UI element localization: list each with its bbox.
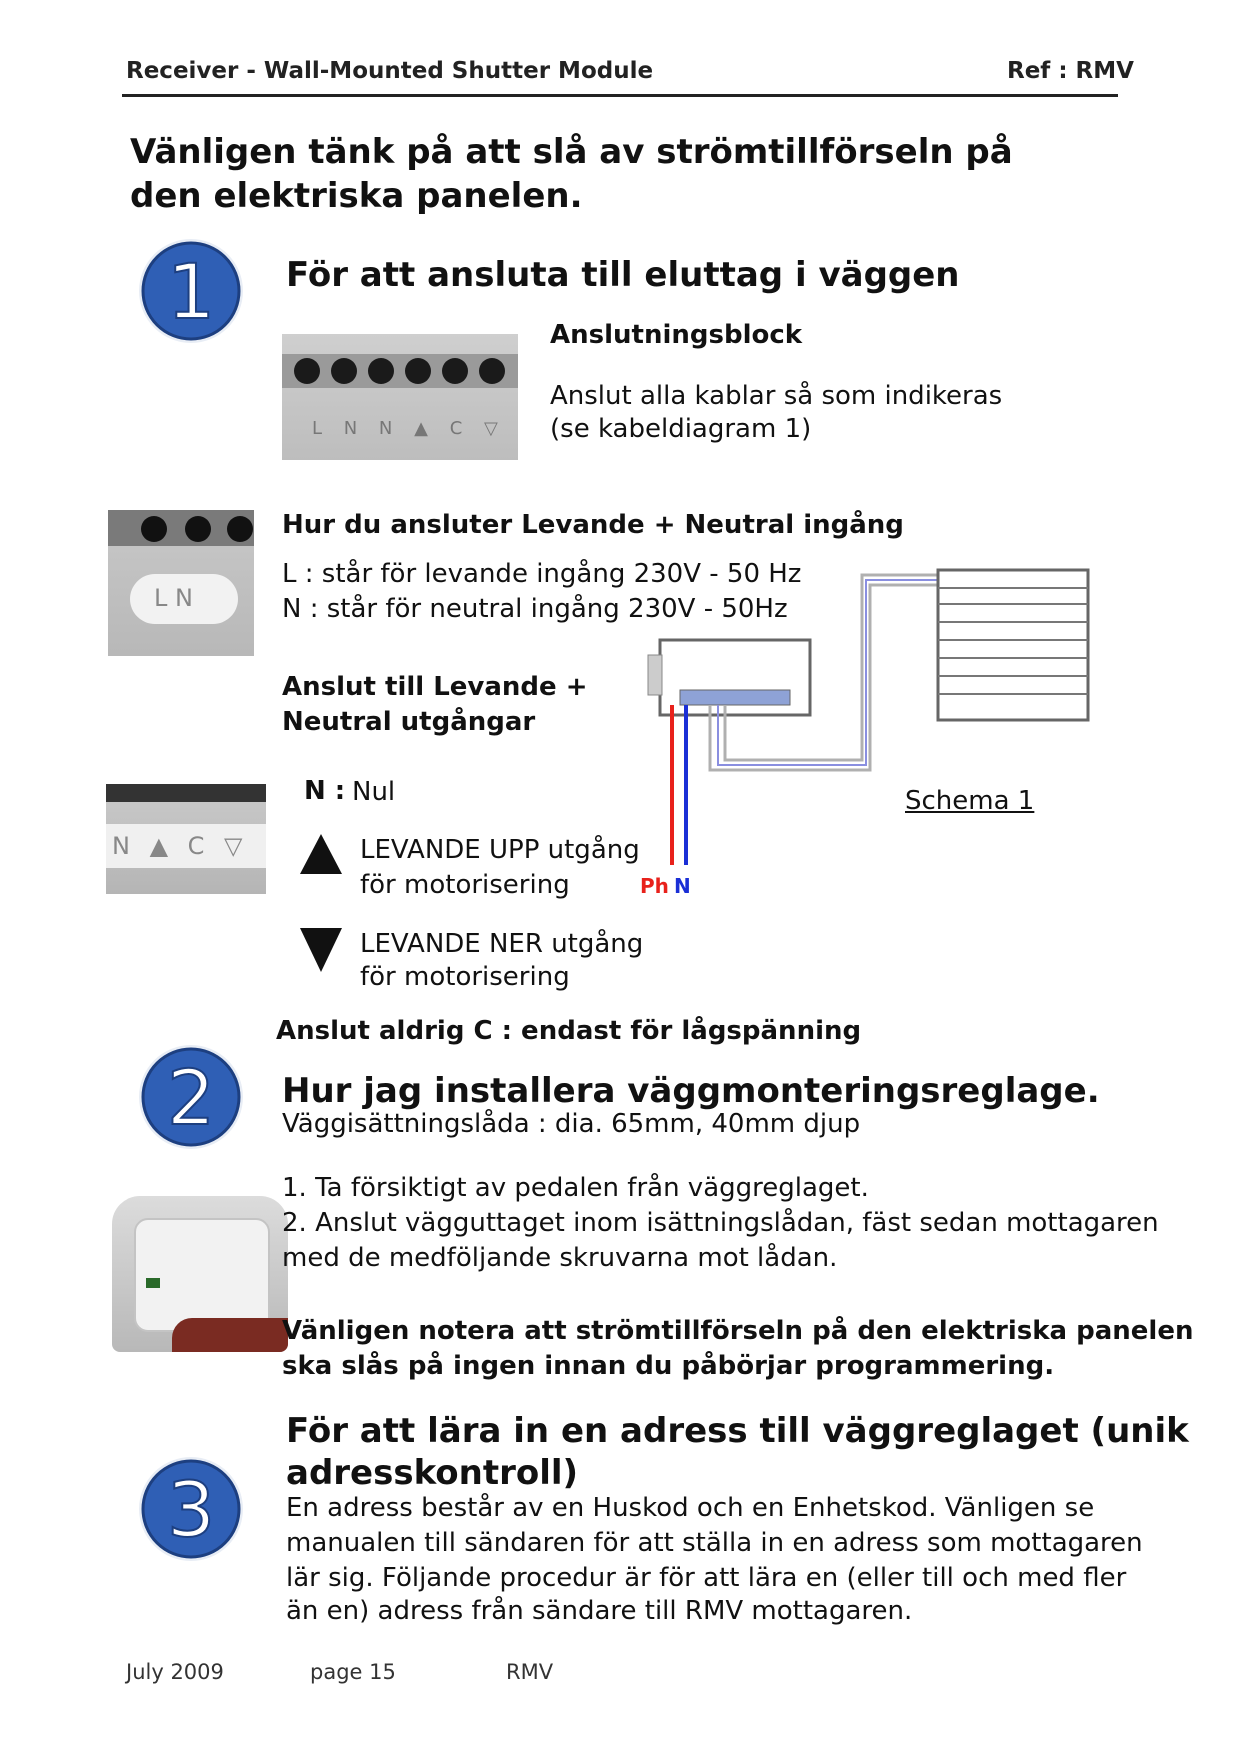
receiver-plate xyxy=(134,1218,270,1332)
header-ref: Ref : RMV xyxy=(1007,58,1134,84)
nul-key: N : xyxy=(304,776,346,806)
step-3-badge-icon xyxy=(136,1454,246,1564)
led xyxy=(146,1278,160,1288)
up-output-line-2: för motorisering xyxy=(360,870,570,900)
section-2-subtitle: Väggisättningslåda : dia. 65mm, 40mm djup xyxy=(282,1109,861,1139)
programming-note-1: Vänligen notera att strömtillförseln på den elektriska panelen xyxy=(282,1316,1194,1346)
connection-block-line-2: (se kabeldiagram 1) xyxy=(550,414,812,444)
neutral-line: N : står för neutral ingång 230V - 50Hz xyxy=(282,594,788,624)
up-arrow-icon xyxy=(298,832,344,876)
step-2-line-1: 1. Ta försiktigt av pedalen från väggreglaget. xyxy=(282,1173,869,1203)
step-3-number: 3 xyxy=(166,1465,216,1554)
outputs-photo xyxy=(106,784,266,894)
step-2-badge-icon xyxy=(136,1042,246,1152)
section-2-title: Hur jag installera väggmonteringsreglage. xyxy=(282,1071,1100,1111)
outputs-photo-labels: N ▲ C ▽ xyxy=(112,832,249,860)
programming-note-2: ska slås på ingen innan du påbörjar programmering. xyxy=(282,1351,1055,1381)
header-title: Receiver - Wall-Mounted Shutter Module xyxy=(126,58,654,84)
down-arrow-icon xyxy=(298,926,344,974)
live-neutral-photo xyxy=(108,510,254,656)
section-3-body-3: lär sig. Följande procedur är för att lära en (eller till och med fler xyxy=(286,1563,1127,1593)
footer-ref: RMV xyxy=(506,1660,554,1684)
wall-box-photo xyxy=(112,1196,288,1352)
step-2-line-3: med de medföljande skruvarna mot lådan. xyxy=(282,1243,838,1273)
shutter-icon xyxy=(938,570,1088,720)
header-rule xyxy=(122,94,1118,97)
nul-value: Nul xyxy=(352,777,396,807)
footer-page: page 15 xyxy=(310,1660,396,1684)
step-1-number: 1 xyxy=(166,247,216,336)
live-neutral-labels: L N xyxy=(154,584,193,612)
connection-block-line-1: Anslut alla kablar så som indikeras xyxy=(550,381,1003,411)
neutral-label: N xyxy=(674,874,691,898)
screw-row xyxy=(106,784,266,802)
up-output-line-1: LEVANDE UPP utgång xyxy=(360,835,640,865)
step-1-badge-icon xyxy=(136,236,246,346)
down-output-line-1: LEVANDE NER utgång xyxy=(360,929,644,959)
phase-label: Ph xyxy=(640,874,669,898)
down-output-line-2: för motorisering xyxy=(360,962,570,992)
step-2-line-2: 2. Anslut vägguttaget inom isättningslådan, fäst sedan mottagaren xyxy=(282,1208,1159,1238)
power-off-warning: Vänligen tänk på att slå av strömtillförseln på den elektriska panelen. xyxy=(130,132,1013,216)
live-line: L : står för levande ingång 230V - 50 Hz xyxy=(282,559,802,589)
screws-icon xyxy=(108,514,254,544)
section-3-body-1: En adress består av en Huskod och en Enhetskod. Vänligen se xyxy=(286,1493,1095,1523)
section-3-body-4: än en) adress från sändare till RMV mottagaren. xyxy=(286,1596,913,1626)
step-2-number: 2 xyxy=(166,1053,216,1142)
terminal-block-photo xyxy=(282,334,518,460)
section-3-title-line-2: adresskontroll) xyxy=(286,1453,579,1493)
outputs-title-1: Anslut till Levande + xyxy=(282,672,588,702)
section-1-title: För att ansluta till eluttag i väggen xyxy=(286,255,960,295)
connection-block-title: Anslutningsblock xyxy=(550,320,803,350)
terminal-screws-icon xyxy=(290,354,510,388)
terminal-labels: L N N ▲ C ▽ xyxy=(312,418,506,439)
wiring-diagram xyxy=(600,560,1120,870)
section-3-title-line-1: För att lära in en adress till väggreglaget (unik xyxy=(286,1411,1189,1451)
live-neutral-title: Hur du ansluter Levande + Neutral ingång xyxy=(282,510,904,540)
schema-label: Schema 1 xyxy=(905,786,1035,816)
section-3-body-2: manualen till sändaren för att ställa in en adress som mottagaren xyxy=(286,1528,1143,1558)
outputs-title-2: Neutral utgångar xyxy=(282,707,536,737)
cable xyxy=(172,1318,288,1352)
never-connect-c: Anslut aldrig C : endast för lågspänning xyxy=(276,1016,862,1046)
footer-date: July 2009 xyxy=(126,1660,224,1684)
